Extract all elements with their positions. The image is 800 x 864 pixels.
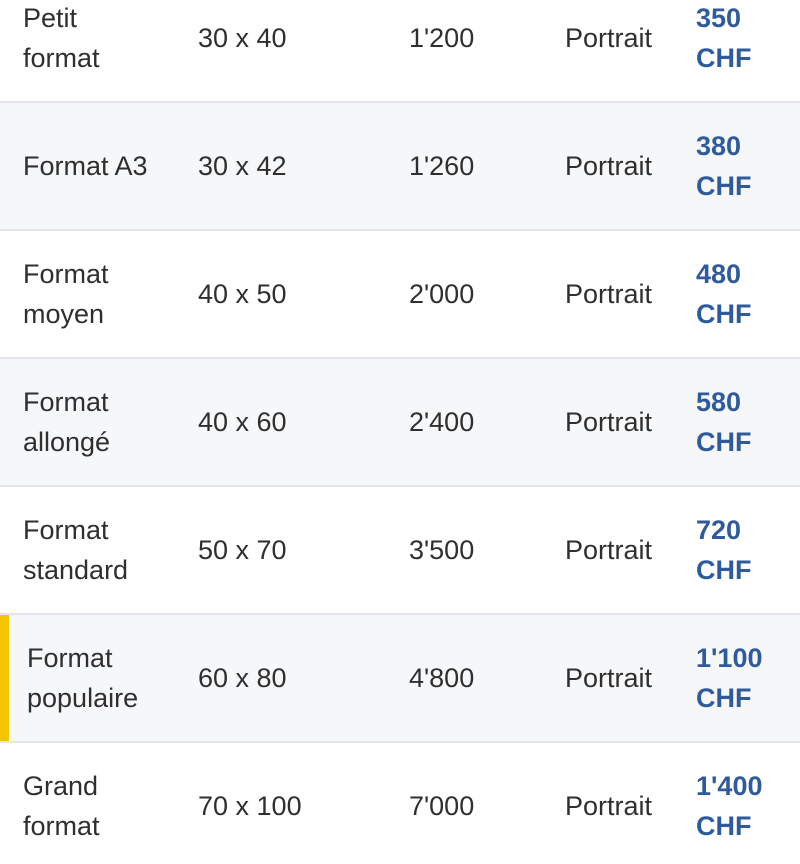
format-name: format <box>23 43 100 73</box>
price-cell <box>696 231 800 357</box>
price-value: 580 <box>696 387 742 417</box>
pixels-cell: 1'200 <box>409 23 475 53</box>
dimensions-cell: 30 x 42 <box>198 151 287 181</box>
format-name: standard <box>23 555 129 585</box>
format-name-cell <box>23 0 183 101</box>
format-name-cell <box>23 359 183 485</box>
price-currency: CHF <box>696 299 752 329</box>
dimensions-cell: 60 x 80 <box>198 663 287 693</box>
pixels-cell: 4'800 <box>409 663 475 693</box>
orientation-cell: Portrait <box>565 791 653 821</box>
price-cell <box>696 0 800 101</box>
pixels-cell: 1'260 <box>409 151 475 181</box>
table-row[interactable] <box>0 0 800 103</box>
price-currency: CHF <box>696 811 752 841</box>
price-cell <box>696 615 800 741</box>
price-value: 380 <box>696 131 742 161</box>
price-value: 480 <box>696 259 742 289</box>
format-name: Format <box>27 643 113 673</box>
price-value: 350 <box>696 3 742 33</box>
format-name: populaire <box>27 683 139 713</box>
pixels-cell: 7'000 <box>409 791 475 821</box>
format-name: Format <box>23 259 109 289</box>
orientation-cell: Portrait <box>565 407 653 437</box>
price-currency: CHF <box>696 43 752 73</box>
format-name-cell <box>23 487 183 613</box>
format-name-cell <box>23 103 183 229</box>
price-currency: CHF <box>696 683 752 713</box>
format-name-cell <box>27 615 187 741</box>
format-name-cell <box>23 743 183 864</box>
orientation-cell: Portrait <box>565 663 653 693</box>
dimensions-cell: 50 x 70 <box>198 535 287 565</box>
dimensions-cell: 40 x 60 <box>198 407 287 437</box>
table-row[interactable] <box>0 487 800 615</box>
orientation-cell: Portrait <box>565 279 653 309</box>
dimensions-cell: 40 x 50 <box>198 279 287 309</box>
pixels-cell: 2'000 <box>409 279 475 309</box>
price-cell <box>696 103 800 229</box>
price-currency: CHF <box>696 171 752 201</box>
price-cell <box>696 487 800 613</box>
orientation-cell: Portrait <box>565 151 653 181</box>
pixels-cell: 2'400 <box>409 407 475 437</box>
price-cell <box>696 359 800 485</box>
table-row[interactable] <box>0 359 800 487</box>
pixels-cell: 3'500 <box>409 535 475 565</box>
format-name: format <box>23 811 100 841</box>
price-currency: CHF <box>696 555 752 585</box>
price-value: 1'400 <box>696 771 763 801</box>
format-name-cell <box>23 231 183 357</box>
format-name: Format <box>23 515 109 545</box>
dimensions-cell: 30 x 40 <box>198 23 287 53</box>
orientation-cell: Portrait <box>565 535 653 565</box>
orientation-cell: Portrait <box>565 23 653 53</box>
format-name: Petit <box>23 3 78 33</box>
format-name: moyen <box>23 299 105 329</box>
format-name: allongé <box>23 427 111 457</box>
table-row[interactable] <box>0 743 800 864</box>
format-name: Format <box>23 387 109 417</box>
table-row-highlighted[interactable] <box>0 615 800 743</box>
table-row[interactable] <box>0 231 800 359</box>
format-name: Grand <box>23 771 99 801</box>
price-value: 1'100 <box>696 643 763 673</box>
dimensions-cell: 70 x 100 <box>198 791 302 821</box>
price-currency: CHF <box>696 427 752 457</box>
format-name: Format A3 <box>23 151 148 181</box>
table-row[interactable] <box>0 103 800 231</box>
price-cell <box>696 743 800 864</box>
price-value: 720 <box>696 515 742 545</box>
